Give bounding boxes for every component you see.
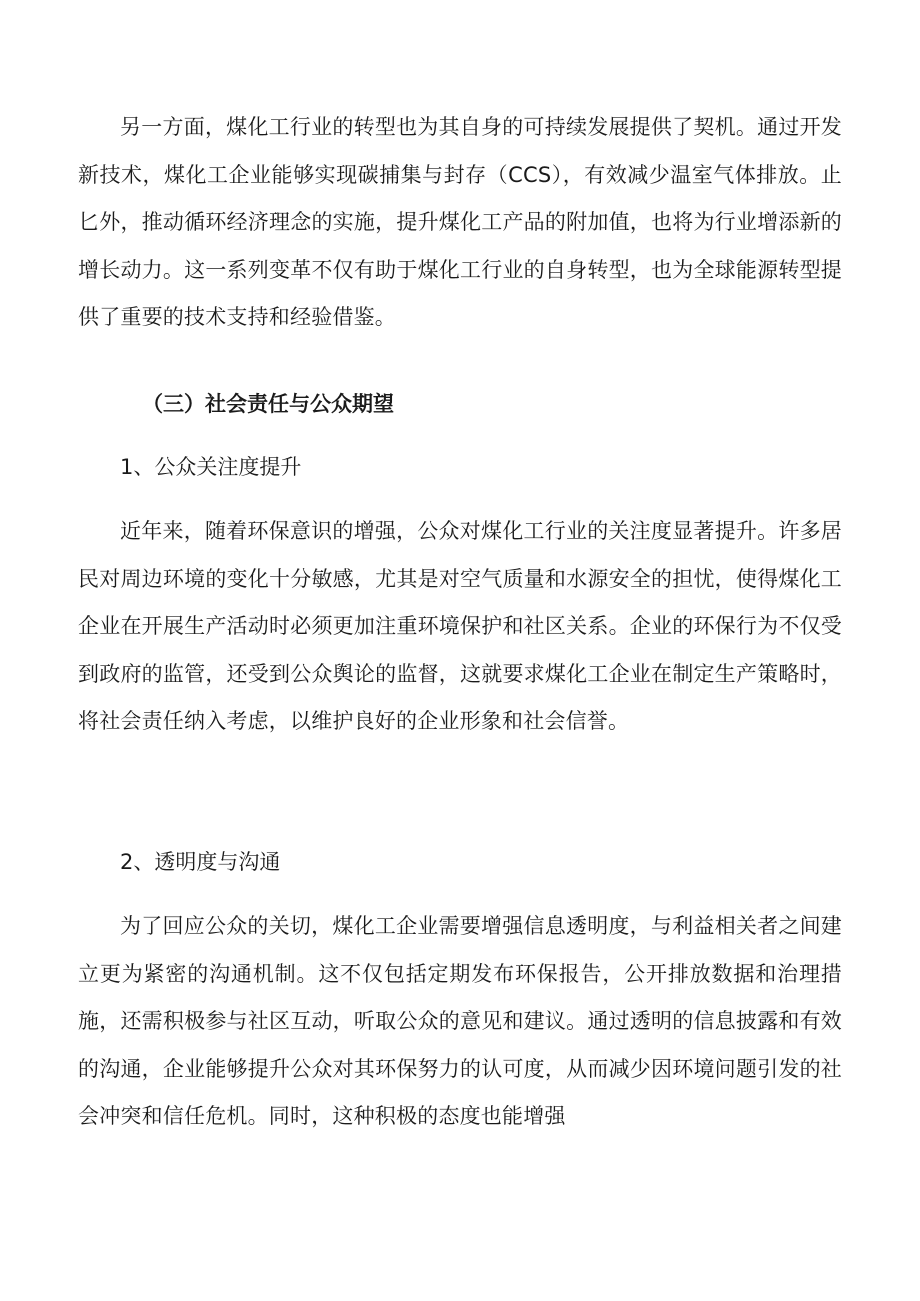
paragraph-public-attention: 近年来，随着环保意识的增强，公众对煤化工行业的关注度显著提升。许多居民对周边环境的变化十分敏感，尤其是对空气质量和水源安全的担忧，使得煤化工企业在开展生产活动时必须更加注重环境保护和社区关系。企业的环保行为不仅受到政府的监管，还受到公众舆论的监督，这就要求煤化工企业在制定生产策略时，将社会责任纳入考虑，以维护良好的企业形象和社会信誉。 <box>78 519 842 733</box>
subsection-heading-transparency: 2、透明度与沟通 <box>120 850 281 874</box>
section-heading-social-responsibility: （三）社会责任与公众期望 <box>142 392 394 416</box>
paragraph-transparency-communication: 为了回应公众的关切，煤化工企业需要增强信息透明度，与利益相关者之间建立更为紧密的沟通机制。这不仅包括定期发布环保报告，公开排放数据和治理措施，还需积极参与社区互动，听取公众的意见和建议。通过透明的信息披露和有效的沟通，企业能够提升公众对其环保努力的认可度，从而减少因环境问题引发的社会冲突和信任危机。同时，这种积极的态度也能增强 <box>78 914 842 1128</box>
subsection-heading-public-attention: 1、公众关注度提升 <box>120 455 302 479</box>
paragraph-transformation-opportunity: 另一方面，煤化工行业的转型也为其自身的可持续发展提供了契机。通过开发新技术，煤化工企业能够实现碳捕集与封存（CCS），有效减少温室气体排放。止匕外，推动循环经济理念的实施，提升煤化工产品的附加值，也将为行业增添新的增长动力。这一系列变革不仅有助于煤化工行业的自身转型，也为全球能源转型提供了重要的技术支持和经验借鉴。 <box>78 115 842 329</box>
